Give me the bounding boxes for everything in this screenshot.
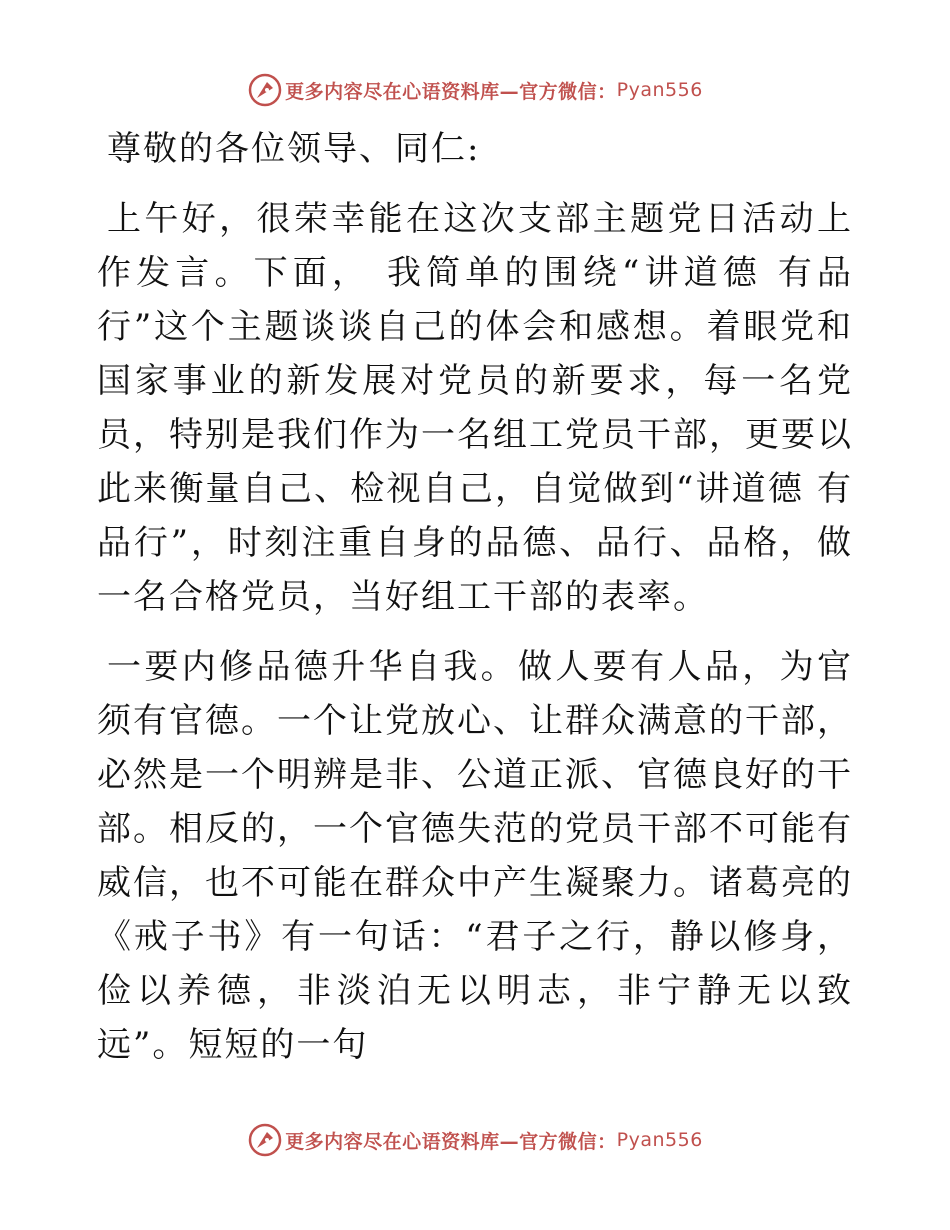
paragraph-1: 上午好，很荣幸能在这次支部主题党日活动上作发言。下面， 我简单的围绕“讲道德 有品行”这个主题谈谈自己的体会和感想。着眼党和国家事业的新发展对党员的新要求，每一名党员，特别是我们作为一名组工党员干部，更要以此来衡量自己、检视自己，自觉做到“讲道德 有品行”，时刻注重自身的品德、品行、品格，做一名合格党员，当好组工干部的表率。 xyxy=(97,199,853,617)
watermark-text: 更多内容尽在心语资料库—官方微信： xyxy=(285,1130,617,1153)
watermark-account: Pyan556 xyxy=(616,79,703,101)
header-watermark xyxy=(0,72,950,108)
salutation: 尊敬的各位领导、同仁: xyxy=(107,129,481,169)
watermark-text: 更多内容尽在心语资料库—官方微信： xyxy=(285,80,617,103)
pen-nib-logo-icon xyxy=(247,1122,283,1158)
watermark-account: Pyan556 xyxy=(616,1129,703,1151)
pen-nib-logo-icon xyxy=(247,72,283,108)
paragraph-2: 一要内修品德升华自我。做人要有人品，为官须有官德。一个让党放心、让群众满意的干部，必然是一个明辨是非、公道正派、官德良好的干部。相反的，一个官德失范的党员干部不可能有威信，也不可能在群众中产生凝聚力。诸葛亮的《戒子书》有一句话：“君子之行，静以修身，俭以养德，非淡泊无以明志，非宁静无以致远”。短短的一句 xyxy=(97,647,853,1065)
document-body xyxy=(97,122,853,1088)
footer-watermark xyxy=(0,1122,950,1158)
